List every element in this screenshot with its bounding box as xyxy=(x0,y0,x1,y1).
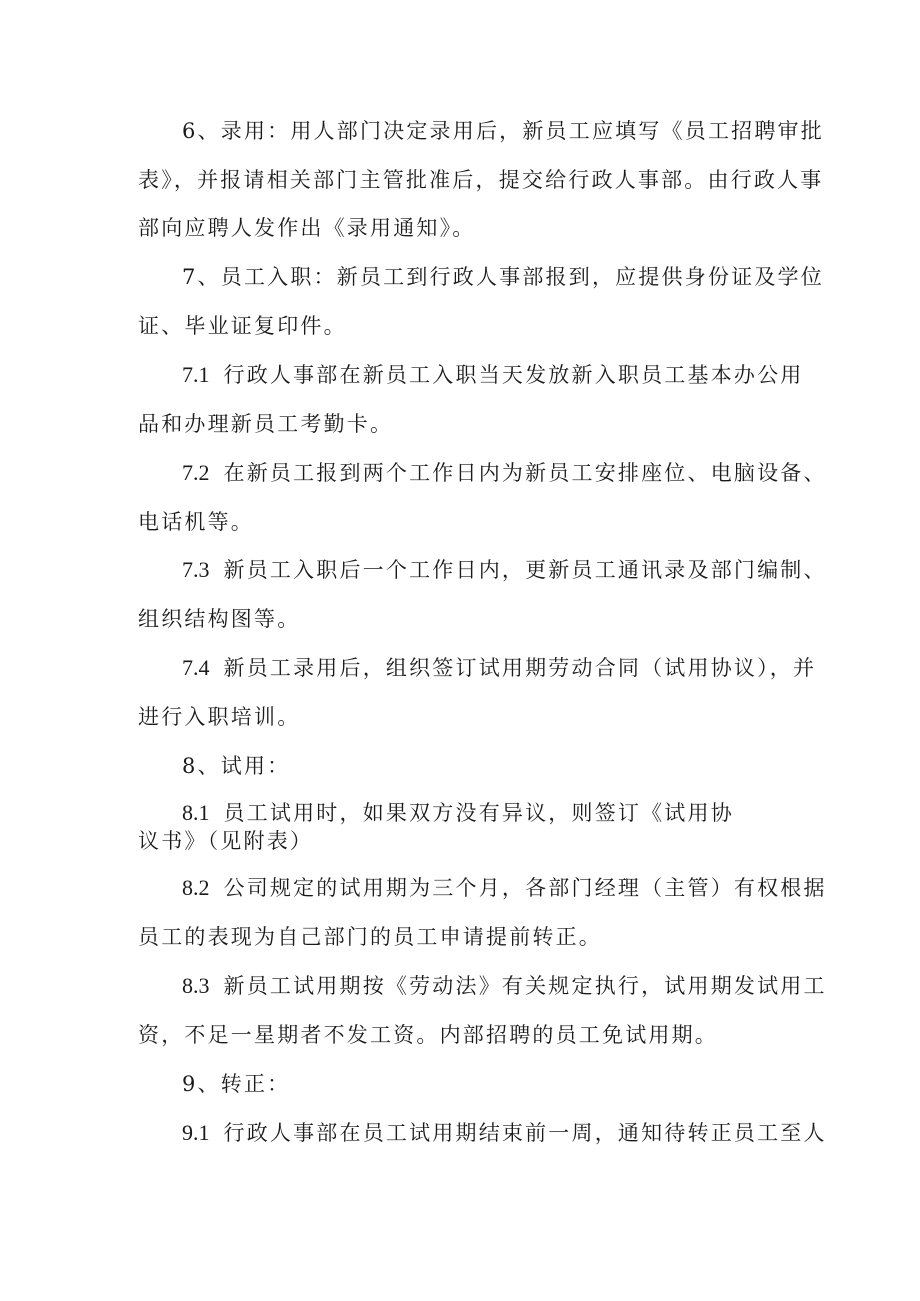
item-text: 在新员工报到两个工作日内为新员工安排座位、电脑设备、 xyxy=(223,461,827,485)
item-number: 9.1 xyxy=(182,1120,210,1145)
item-text: 新员工试用期按《劳动法》有关规定执行，试用期发试用工 xyxy=(223,974,827,998)
numbered-item-line xyxy=(182,459,827,487)
item-number: 8.1 xyxy=(182,800,210,825)
item-number: 7.1 xyxy=(182,362,210,387)
paragraph-line: 部向应聘人发作出《录用通知》。 xyxy=(138,216,476,240)
paragraph-line: 进行入职培训。 xyxy=(138,705,301,729)
item-text: 新员工录用后，组织签订试用期劳动合同（试用协议），并 xyxy=(223,656,817,680)
paragraph-line: 6、录用：用人部门决定录用后，新员工应填写《员工招聘审批 xyxy=(182,119,824,143)
item-number: 7.2 xyxy=(182,460,210,485)
paragraph-line: 7、员工入职：新员工到行政人事部报到，应提供身份证及学位 xyxy=(182,265,824,289)
item-text: 公司规定的试用期为三个月，各部门经理（主管）有权根据 xyxy=(223,876,827,900)
paragraph-line: 资，不足一星期者不发工资。内部招聘的员工免试用期。 xyxy=(138,1023,718,1047)
numbered-item-line xyxy=(182,1119,827,1147)
item-text: 员工试用时，如果双方没有异议，则签订《试用协 xyxy=(223,801,734,825)
paragraph-line: 表》，并报请相关部门主管批准后，提交给行政人事部。由行政人事 xyxy=(138,168,824,192)
numbered-item-line xyxy=(182,972,827,1000)
numbered-item-line xyxy=(182,556,827,584)
item-text: 新员工入职后一个工作日内，更新员工通讯录及部门编制、 xyxy=(223,558,827,582)
paragraph-line: 电话机等。 xyxy=(138,510,254,534)
paragraph-line: 组织结构图等。 xyxy=(138,607,301,631)
item-number: 8.2 xyxy=(182,875,210,900)
numbered-item-line xyxy=(182,361,804,389)
item-number: 7.3 xyxy=(182,557,210,582)
item-number: 7.4 xyxy=(182,655,210,680)
paragraph-line: 证、毕业证复印件。 xyxy=(138,314,347,338)
paragraph-line: 员工的表现为自己部门的员工申请提前转正。 xyxy=(138,925,602,949)
item-text: 行政人事部在新员工入职当天发放新入职员工基本办公用 xyxy=(223,363,804,387)
numbered-item-line xyxy=(182,799,734,827)
numbered-item-line xyxy=(182,874,827,902)
paragraph-line: 议书》（见附表） xyxy=(138,829,314,853)
item-text: 行政人事部在员工试用期结束前一周，通知待转正员工至人 xyxy=(223,1121,827,1145)
item-number: 8.3 xyxy=(182,973,210,998)
section-heading: 9、转正： xyxy=(182,1072,291,1096)
section-heading: 8、试用： xyxy=(182,754,291,778)
paragraph-line: 品和办理新员工考勤卡。 xyxy=(138,412,394,436)
numbered-item-line xyxy=(182,654,816,682)
